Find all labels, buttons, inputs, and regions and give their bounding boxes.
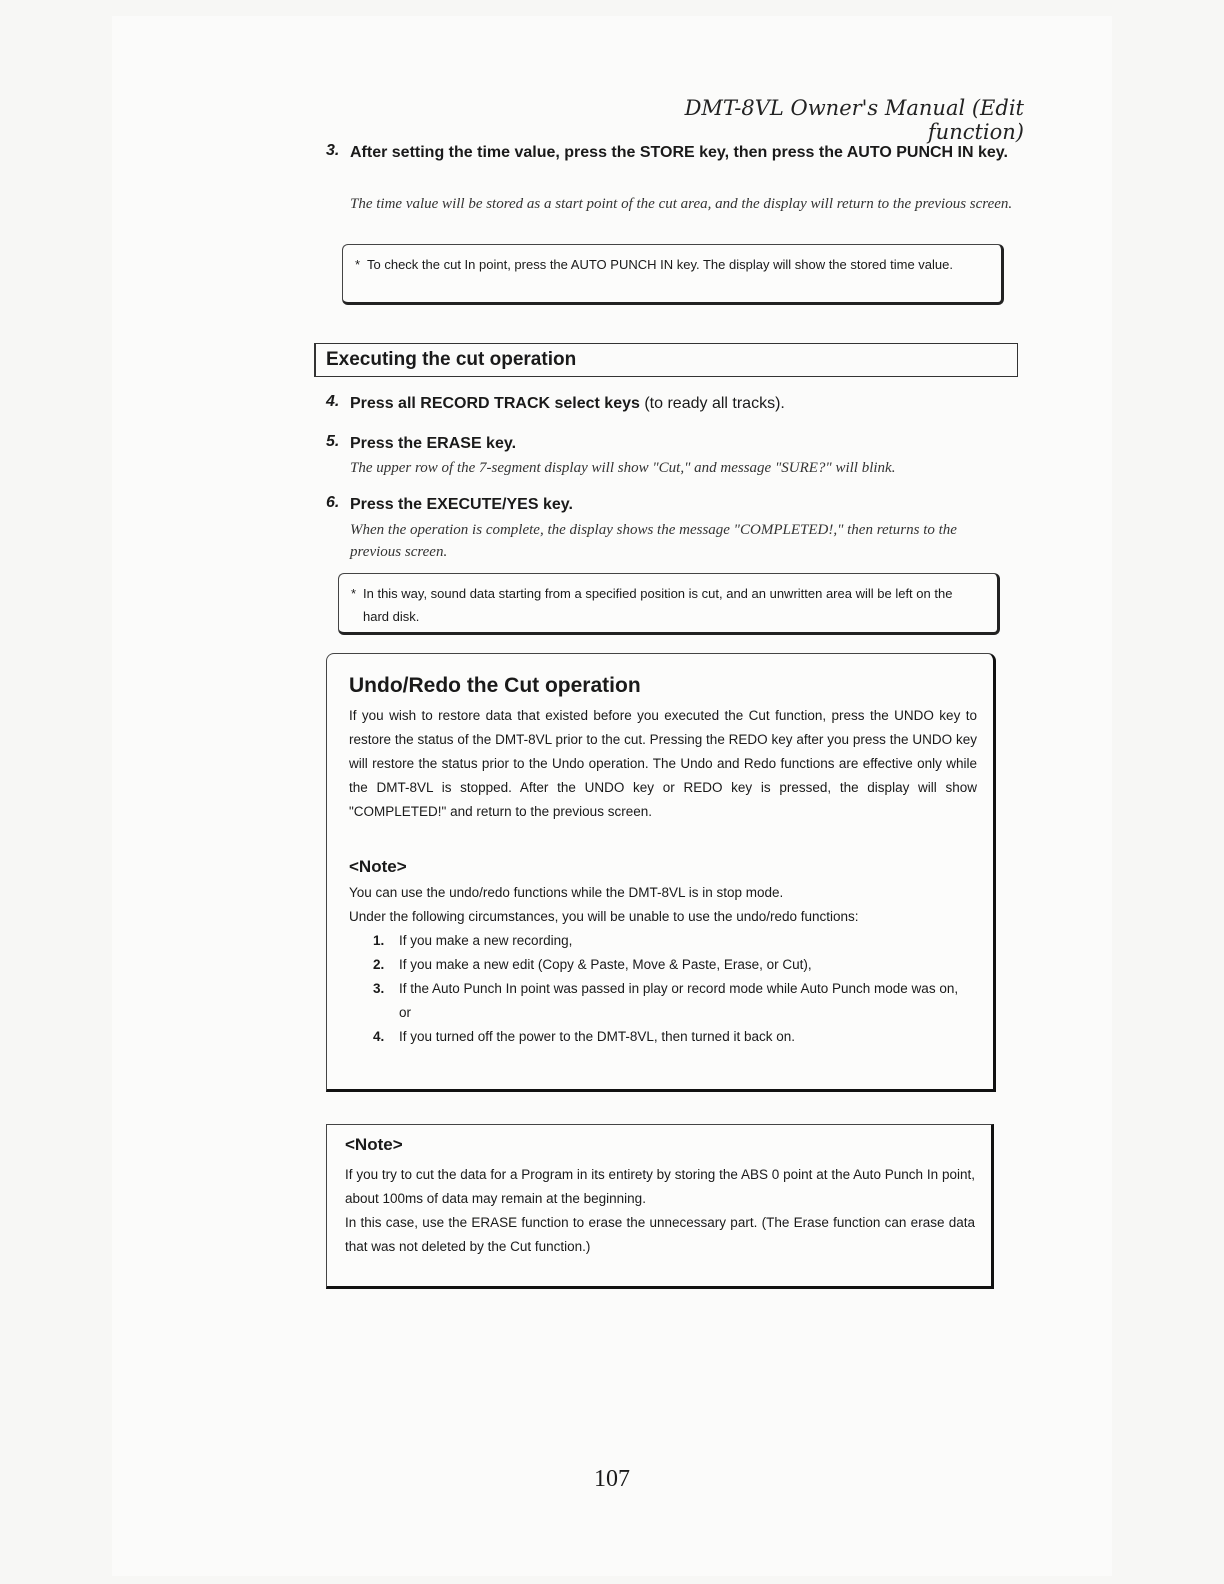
list-item [373, 1025, 973, 1049]
undo-note-title: <Note> [349, 857, 407, 876]
step-3-number: 3. [326, 142, 340, 159]
step-5-title: Press the ERASE key. [350, 435, 517, 452]
step-4-title: Press all RECORD TRACK select keys [350, 395, 640, 412]
note-panel [326, 1124, 994, 1289]
undo-conditions-list [373, 929, 973, 1049]
note-panel-title: <Note> [345, 1135, 403, 1154]
step-6-number: 6. [326, 494, 340, 511]
step-4-suffix: (to ready all tracks). [639, 395, 785, 412]
undo-redo-title: Undo/Redo the Cut operation [349, 674, 641, 697]
step-3-tip-box [342, 244, 1004, 305]
list-item-text: If the Auto Punch In point was passed in play or record mode while Auto Punch mode was on, or [399, 981, 959, 1020]
step-5-number: 5. [326, 433, 340, 450]
step-3-tip-text: To check the cut In point, press the AUTO PUNCH IN key. The display will show the stored time value. [367, 257, 953, 272]
list-item-text: If you turned off the power to the DMT-8VL, then turned it back on. [399, 1029, 795, 1044]
tip-bullet: * [351, 586, 357, 601]
list-item-number: 1. [373, 933, 385, 948]
step-5-description: The upper row of the 7-segment display will show "Cut," and message "SURE?" will blink. [350, 460, 896, 476]
page-number: 107 [594, 1466, 630, 1492]
list-item [373, 977, 973, 1025]
note-panel-line-1: If you try to cut the data for a Program in its entirety by storing the ABS 0 point at the Auto Punch In point, about 100ms of data may remain at the beginning. [345, 1167, 975, 1206]
undo-redo-body: If you wish to restore data that existed before you executed the Cut function, press the UNDO key to restore the status of the DMT-8VL prior to the cut. Pressing the REDO key after you press the UNDO key will restore the status prior to the Undo operation. The Undo and Redo functions are effective only while the DMT-8VL is stopped. After the UNDO key or REDO key is pressed, the display will show "COMPLETED!" and return to the previous screen. [349, 708, 977, 819]
list-item-number: 3. [373, 981, 385, 996]
undo-note-line-2: Under the following circumstances, you will be unable to use the undo/redo functions: [349, 909, 859, 924]
undo-note-line-1: You can use the undo/redo functions while the DMT-8VL is in stop mode. [349, 885, 784, 900]
step-3-title: After setting the time value, press the STORE key, then press the AUTO PUNCH IN key. [350, 144, 1008, 161]
tip-bullet: * [355, 257, 361, 272]
section-heading: Executing the cut operation [314, 343, 1018, 377]
step-4-number: 4. [326, 393, 340, 410]
list-item-number: 2. [373, 957, 385, 972]
step-6-title: Press the EXECUTE/YES key. [350, 496, 573, 513]
step-6-tip-box [338, 573, 1000, 635]
list-item [373, 953, 973, 977]
step-3-description: The time value will be stored as a start point of the cut area, and the display will return to the previous screen. [350, 196, 1013, 212]
undo-redo-panel [326, 653, 996, 1092]
list-item [373, 929, 973, 953]
list-item-text: If you make a new edit (Copy & Paste, Move & Paste, Erase, or Cut), [399, 957, 812, 972]
step-6-description: When the operation is complete, the display shows the message "COMPLETED!," then returns to the previous screen. [350, 522, 957, 560]
note-panel-line-2: In this case, use the ERASE function to erase the unnecessary part. (The Erase function can erase data that was not deleted by the Cut function.) [345, 1215, 975, 1254]
step-4-line [350, 391, 1020, 416]
list-item-text: If you make a new recording, [399, 933, 573, 948]
running-header: DMT-8VL Owner's Manual (Edit function) [684, 96, 1024, 144]
step-6-tip-text: In this way, sound data starting from a specified position is cut, and an unwritten area will be left on the hard disk. [363, 586, 953, 624]
list-item-number: 4. [373, 1029, 385, 1044]
